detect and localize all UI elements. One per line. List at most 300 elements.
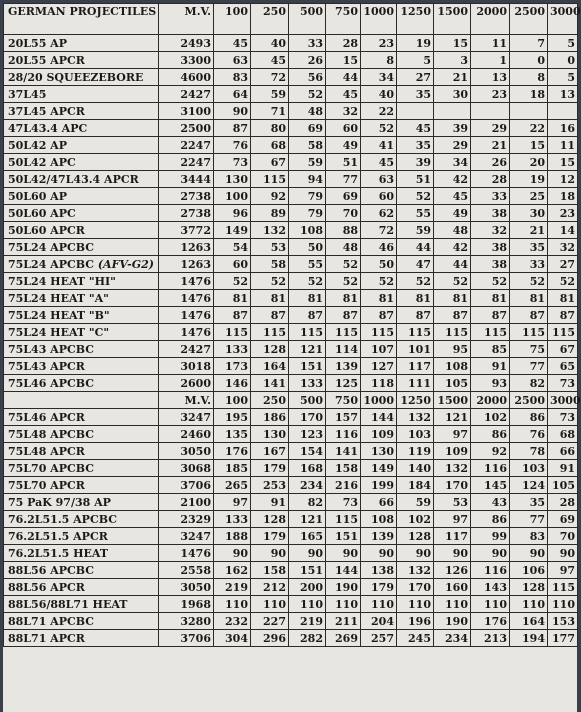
- penetration-value: 110: [434, 596, 471, 613]
- penetration-value: 52: [214, 273, 251, 290]
- penetration-value: 196: [397, 613, 434, 630]
- penetration-value: 49: [326, 137, 361, 154]
- penetration-value: 45: [251, 52, 289, 69]
- projectile-name-text: 37L45 APCR: [8, 104, 85, 118]
- penetration-value: 116: [471, 460, 510, 477]
- penetration-value: 145: [471, 477, 510, 494]
- projectile-name: [4, 562, 159, 579]
- penetration-value: 97: [548, 562, 578, 579]
- penetration-value: 65: [548, 358, 578, 375]
- muzzle-velocity: 1476: [159, 324, 214, 341]
- penetration-value: 77: [510, 511, 548, 528]
- muzzle-velocity: 3050: [159, 579, 214, 596]
- penetration-value: 52: [471, 273, 510, 290]
- penetration-value: 52: [289, 86, 326, 103]
- penetration-value: 21: [510, 222, 548, 239]
- projectile-name: [4, 477, 159, 494]
- projectile-name: [4, 630, 159, 647]
- penetration-value: 15: [510, 137, 548, 154]
- penetration-value: 158: [251, 562, 289, 579]
- penetration-value: 63: [214, 52, 251, 69]
- projectile-name-text: 50L60 AP: [8, 189, 67, 203]
- projectile-name: [4, 307, 159, 324]
- penetration-value: 67: [251, 154, 289, 171]
- penetration-value: 52: [434, 273, 471, 290]
- penetration-value: 33: [289, 35, 326, 52]
- penetration-value: 194: [510, 630, 548, 647]
- penetration-value: 32: [548, 239, 578, 256]
- penetration-value: 125: [326, 375, 361, 392]
- penetration-value: 80: [251, 120, 289, 137]
- penetration-value: 68: [548, 426, 578, 443]
- projectile-name: [4, 273, 159, 290]
- penetration-value: 117: [434, 528, 471, 545]
- penetration-value: 110: [326, 596, 361, 613]
- projectile-name: [4, 579, 159, 596]
- penetration-value: 87: [397, 307, 434, 324]
- penetration-value: 82: [289, 494, 326, 511]
- penetration-value: 107: [361, 341, 397, 358]
- penetration-value: 90: [289, 545, 326, 562]
- penetration-value: 58: [251, 256, 289, 273]
- penetration-value: 76: [510, 426, 548, 443]
- table-row: [4, 171, 578, 188]
- muzzle-velocity: 2247: [159, 137, 214, 154]
- penetration-value: 30: [510, 205, 548, 222]
- penetration-value: 47: [397, 256, 434, 273]
- projectile-name-text: 88L56/88L71 HEAT: [8, 597, 128, 611]
- penetration-value: 15: [548, 154, 578, 171]
- projectile-name-text: 75L24 HEAT "HI": [8, 274, 116, 288]
- table-row: [4, 579, 578, 596]
- projectile-name-text: 75L46 APCR: [8, 410, 85, 424]
- range-header: 500: [289, 4, 326, 35]
- penetration-value: 34: [434, 154, 471, 171]
- penetration-value: 151: [326, 528, 361, 545]
- range-header: 2500: [510, 392, 548, 409]
- penetration-value: 103: [397, 426, 434, 443]
- projectile-note: (AFV-G2): [97, 257, 154, 271]
- projectile-name: [4, 290, 159, 307]
- penetration-value: 45: [214, 35, 251, 52]
- table-row: [4, 443, 578, 460]
- table-row: [4, 545, 578, 562]
- range-header: 250: [251, 4, 289, 35]
- penetration-value: 110: [289, 596, 326, 613]
- projectile-name: [4, 239, 159, 256]
- muzzle-velocity: 2493: [159, 35, 214, 52]
- projectile-name: [4, 460, 159, 477]
- penetration-value: 38: [471, 205, 510, 222]
- penetration-value: 27: [548, 256, 578, 273]
- penetration-value: 35: [510, 239, 548, 256]
- penetration-value: 27: [397, 69, 434, 86]
- penetration-value: 212: [251, 579, 289, 596]
- range-header: 100: [214, 4, 251, 35]
- penetration-value: 144: [326, 562, 361, 579]
- penetration-value: 115: [214, 324, 251, 341]
- penetration-value: 81: [397, 290, 434, 307]
- table-row: [4, 613, 578, 630]
- penetration-value: 176: [471, 613, 510, 630]
- penetration-value: 90: [548, 545, 578, 562]
- penetration-value: 73: [548, 409, 578, 426]
- table-row: [4, 137, 578, 154]
- penetration-value: 22: [510, 120, 548, 137]
- penetration-value: 32: [326, 103, 361, 120]
- penetration-value: 55: [289, 256, 326, 273]
- penetration-value: 52: [361, 120, 397, 137]
- projectile-name: [4, 596, 159, 613]
- projectile-name: [4, 511, 159, 528]
- range-header: 1500: [434, 392, 471, 409]
- penetration-value: 34: [361, 69, 397, 86]
- penetration-value: 141: [326, 443, 361, 460]
- penetration-value: 115: [510, 324, 548, 341]
- penetration-value: 68: [251, 137, 289, 154]
- penetration-value: 32: [471, 222, 510, 239]
- penetration-value: 162: [214, 562, 251, 579]
- penetration-value: 82: [510, 375, 548, 392]
- projectile-name-text: 75L24 HEAT "C": [8, 325, 110, 339]
- muzzle-velocity: 2427: [159, 341, 214, 358]
- penetration-value: 132: [397, 409, 434, 426]
- penetration-value: 164: [510, 613, 548, 630]
- penetration-value: 21: [434, 69, 471, 86]
- muzzle-velocity: 2738: [159, 205, 214, 222]
- penetration-value: 19: [397, 35, 434, 52]
- penetration-value: 154: [289, 443, 326, 460]
- projectile-name: [4, 494, 159, 511]
- projectile-name-text: 50L42/47L43.4 APCR: [8, 172, 139, 186]
- penetration-value: 13: [548, 86, 578, 103]
- table-row: [4, 35, 578, 52]
- penetration-value: 35: [397, 86, 434, 103]
- blank-header-cell: [4, 392, 159, 409]
- penetration-value: 59: [397, 222, 434, 239]
- penetration-value: 110: [471, 596, 510, 613]
- penetration-value: 90: [434, 545, 471, 562]
- penetration-value: 26: [289, 52, 326, 69]
- projectile-name-text: 20L55 AP: [8, 36, 67, 50]
- penetration-value: 28: [326, 35, 361, 52]
- penetration-value: 101: [397, 341, 434, 358]
- penetration-value: 128: [251, 341, 289, 358]
- projectile-name: [4, 69, 159, 86]
- penetration-value: 108: [361, 511, 397, 528]
- penetration-value: 29: [471, 120, 510, 137]
- penetration-value: 87: [289, 307, 326, 324]
- penetration-value: 219: [214, 579, 251, 596]
- table-row: [4, 69, 578, 86]
- penetration-value: 106: [510, 562, 548, 579]
- projectile-name: [4, 443, 159, 460]
- muzzle-velocity: 3772: [159, 222, 214, 239]
- penetration-value: 124: [510, 477, 548, 494]
- penetration-value: 15: [434, 35, 471, 52]
- range-header: 3000: [548, 4, 578, 35]
- projectile-name: [4, 613, 159, 630]
- penetration-value: 18: [510, 86, 548, 103]
- penetration-value: 253: [251, 477, 289, 494]
- penetration-value: 179: [251, 528, 289, 545]
- penetration-value: 52: [548, 273, 578, 290]
- penetration-value: 121: [289, 511, 326, 528]
- muzzle-velocity: 1968: [159, 596, 214, 613]
- table-row: [4, 494, 578, 511]
- penetration-value: 103: [510, 460, 548, 477]
- penetration-table-sheet: [3, 3, 581, 712]
- penetration-value: 39: [434, 120, 471, 137]
- penetration-value: 86: [471, 511, 510, 528]
- table-row: [4, 290, 578, 307]
- penetration-value: 91: [251, 494, 289, 511]
- penetration-value: 45: [361, 154, 397, 171]
- penetration-value: [548, 103, 578, 120]
- muzzle-velocity: 2558: [159, 562, 214, 579]
- muzzle-velocity: 3247: [159, 409, 214, 426]
- projectile-name: [4, 375, 159, 392]
- penetration-value: 269: [326, 630, 361, 647]
- penetration-value: 54: [214, 239, 251, 256]
- penetration-table: [3, 3, 581, 647]
- projectile-name-text: 75L24 APCBC: [8, 257, 94, 271]
- penetration-value: 105: [434, 375, 471, 392]
- penetration-value: 93: [471, 375, 510, 392]
- muzzle-velocity: 4600: [159, 69, 214, 86]
- penetration-value: 15: [326, 52, 361, 69]
- range-header: 1500: [434, 4, 471, 35]
- penetration-value: 21: [471, 137, 510, 154]
- penetration-value: 115: [289, 324, 326, 341]
- penetration-value: 133: [289, 375, 326, 392]
- table-row: [4, 52, 578, 69]
- penetration-value: 40: [251, 35, 289, 52]
- table-row: [4, 273, 578, 290]
- penetration-value: 73: [548, 375, 578, 392]
- penetration-value: 87: [361, 307, 397, 324]
- penetration-value: 67: [548, 341, 578, 358]
- range-header: 1000: [361, 392, 397, 409]
- penetration-value: 48: [289, 103, 326, 120]
- muzzle-velocity: 2460: [159, 426, 214, 443]
- range-header: 2000: [471, 4, 510, 35]
- penetration-value: 118: [361, 375, 397, 392]
- penetration-value: 19: [510, 171, 548, 188]
- penetration-value: 121: [434, 409, 471, 426]
- penetration-value: 151: [289, 358, 326, 375]
- penetration-value: 97: [214, 494, 251, 511]
- projectile-name-text: 88L71 APCBC: [8, 614, 94, 628]
- penetration-value: 52: [397, 188, 434, 205]
- penetration-value: 153: [548, 613, 578, 630]
- penetration-value: 121: [289, 341, 326, 358]
- penetration-value: 211: [326, 613, 361, 630]
- penetration-value: 13: [471, 69, 510, 86]
- penetration-value: 92: [251, 188, 289, 205]
- penetration-value: 190: [326, 579, 361, 596]
- penetration-value: 116: [326, 426, 361, 443]
- penetration-value: 44: [397, 239, 434, 256]
- penetration-value: 304: [214, 630, 251, 647]
- penetration-value: 41: [361, 137, 397, 154]
- penetration-value: 88: [326, 222, 361, 239]
- penetration-value: 56: [289, 69, 326, 86]
- projectile-name: [4, 222, 159, 239]
- penetration-value: 48: [326, 239, 361, 256]
- penetration-value: 53: [434, 494, 471, 511]
- penetration-value: 282: [289, 630, 326, 647]
- penetration-value: 149: [361, 460, 397, 477]
- range-header: 750: [326, 4, 361, 35]
- penetration-value: 160: [434, 579, 471, 596]
- projectile-name: [4, 341, 159, 358]
- penetration-value: 179: [361, 579, 397, 596]
- penetration-value: 11: [548, 137, 578, 154]
- penetration-value: 83: [214, 69, 251, 86]
- penetration-value: 115: [251, 324, 289, 341]
- table-row: [4, 426, 578, 443]
- penetration-value: 59: [251, 86, 289, 103]
- projectile-name: [4, 35, 159, 52]
- penetration-value: 83: [510, 528, 548, 545]
- table-row: [4, 154, 578, 171]
- penetration-value: 184: [397, 477, 434, 494]
- penetration-value: 144: [361, 409, 397, 426]
- penetration-value: 130: [251, 426, 289, 443]
- penetration-value: 87: [510, 307, 548, 324]
- penetration-value: 102: [471, 409, 510, 426]
- penetration-value: 71: [251, 103, 289, 120]
- penetration-value: 296: [251, 630, 289, 647]
- muzzle-velocity: 3050: [159, 443, 214, 460]
- projectile-name-text: 50L60 APC: [8, 206, 76, 220]
- penetration-value: 87: [214, 120, 251, 137]
- penetration-value: 53: [251, 239, 289, 256]
- muzzle-velocity: 3444: [159, 171, 214, 188]
- penetration-value: 114: [326, 341, 361, 358]
- penetration-value: 46: [361, 239, 397, 256]
- muzzle-velocity: 3280: [159, 613, 214, 630]
- projectile-name-text: 75 PaK 97/38 AP: [8, 495, 111, 509]
- penetration-value: 66: [548, 443, 578, 460]
- penetration-value: 72: [361, 222, 397, 239]
- penetration-value: 87: [548, 307, 578, 324]
- muzzle-velocity: 3100: [159, 103, 214, 120]
- penetration-value: 92: [471, 443, 510, 460]
- penetration-value: 128: [251, 511, 289, 528]
- penetration-value: 51: [326, 154, 361, 171]
- penetration-value: 72: [251, 69, 289, 86]
- penetration-value: 33: [471, 188, 510, 205]
- penetration-value: 139: [361, 528, 397, 545]
- penetration-value: 149: [214, 222, 251, 239]
- penetration-value: 81: [251, 290, 289, 307]
- penetration-value: 78: [510, 443, 548, 460]
- table-title: GERMAN PROJECTILES: [4, 4, 159, 35]
- penetration-value: 11: [471, 35, 510, 52]
- penetration-value: 8: [361, 52, 397, 69]
- penetration-value: 48: [434, 222, 471, 239]
- penetration-value: 52: [326, 273, 361, 290]
- table-row: [4, 256, 578, 273]
- projectile-name: [4, 358, 159, 375]
- table-row: [4, 307, 578, 324]
- penetration-value: 62: [361, 205, 397, 222]
- penetration-value: 86: [510, 409, 548, 426]
- penetration-value: 219: [289, 613, 326, 630]
- muzzle-velocity: 1476: [159, 273, 214, 290]
- penetration-value: 90: [397, 545, 434, 562]
- projectile-name-text: 76.2L51.5 APCR: [8, 529, 108, 543]
- penetration-value: 143: [471, 579, 510, 596]
- penetration-value: 81: [326, 290, 361, 307]
- range-header: 3000: [548, 392, 578, 409]
- penetration-value: [471, 103, 510, 120]
- table-row: [4, 222, 578, 239]
- penetration-value: 105: [548, 477, 578, 494]
- penetration-value: 35: [397, 137, 434, 154]
- penetration-value: 168: [289, 460, 326, 477]
- muzzle-velocity: 1263: [159, 256, 214, 273]
- penetration-value: 42: [434, 171, 471, 188]
- table-row: [4, 511, 578, 528]
- projectile-name-text: 50L42 APC: [8, 155, 76, 169]
- penetration-value: 58: [289, 137, 326, 154]
- penetration-value: 52: [251, 273, 289, 290]
- penetration-value: 60: [361, 188, 397, 205]
- table-row: [4, 375, 578, 392]
- penetration-value: 87: [326, 307, 361, 324]
- penetration-value: 135: [214, 426, 251, 443]
- projectile-name-text: 47L43.4 APC: [8, 121, 88, 135]
- penetration-value: 85: [471, 341, 510, 358]
- penetration-value: 69: [326, 188, 361, 205]
- penetration-value: 5: [548, 35, 578, 52]
- penetration-value: 0: [548, 52, 578, 69]
- penetration-value: 115: [326, 324, 361, 341]
- penetration-value: 110: [548, 596, 578, 613]
- penetration-value: 97: [434, 426, 471, 443]
- penetration-value: 52: [510, 273, 548, 290]
- table-row: [4, 103, 578, 120]
- penetration-value: 195: [214, 409, 251, 426]
- penetration-value: 146: [214, 375, 251, 392]
- penetration-value: 115: [326, 511, 361, 528]
- penetration-value: 127: [361, 358, 397, 375]
- penetration-value: 110: [214, 596, 251, 613]
- penetration-value: 45: [434, 188, 471, 205]
- penetration-value: 199: [361, 477, 397, 494]
- range-header: 250: [251, 392, 289, 409]
- penetration-value: 59: [289, 154, 326, 171]
- penetration-value: 141: [251, 375, 289, 392]
- muzzle-velocity: 3706: [159, 477, 214, 494]
- penetration-value: 91: [548, 460, 578, 477]
- penetration-value: 86: [471, 426, 510, 443]
- penetration-value: 186: [251, 409, 289, 426]
- penetration-value: 200: [289, 579, 326, 596]
- penetration-value: 64: [214, 86, 251, 103]
- projectile-name: [4, 256, 159, 273]
- penetration-value: 52: [289, 273, 326, 290]
- penetration-value: 29: [434, 137, 471, 154]
- penetration-value: 99: [471, 528, 510, 545]
- penetration-value: 173: [214, 358, 251, 375]
- projectile-name-text: 88L71 APCR: [8, 631, 85, 645]
- penetration-value: 170: [397, 579, 434, 596]
- penetration-value: 179: [251, 460, 289, 477]
